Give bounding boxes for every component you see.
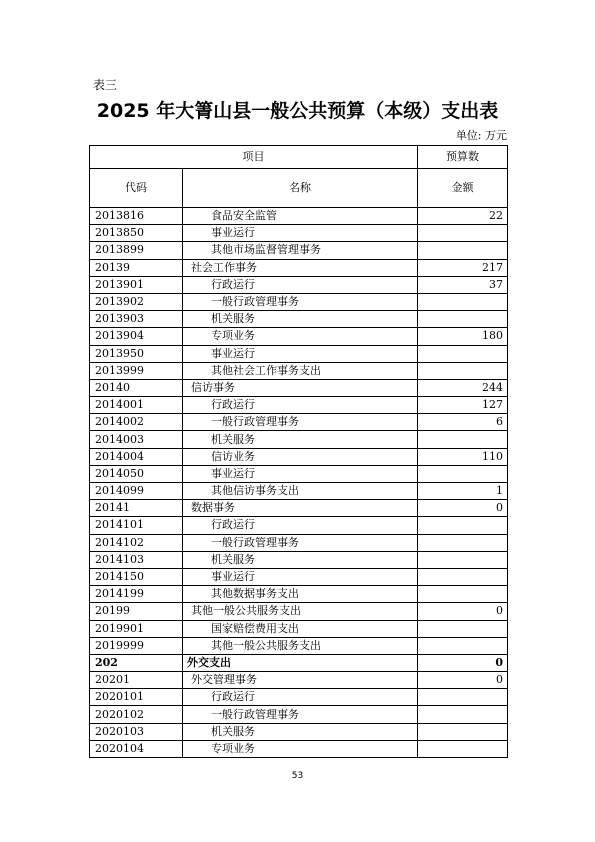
row-amount: 37 <box>418 276 508 293</box>
row-amount <box>418 723 508 740</box>
row-amount <box>418 293 508 310</box>
row-name: 行政运行 <box>183 397 418 414</box>
row-code: 2020103 <box>90 723 183 740</box>
table-row <box>90 414 508 431</box>
row-code: 2014101 <box>90 517 183 534</box>
row-code: 2020104 <box>90 740 183 757</box>
table-row <box>90 311 508 328</box>
table-row <box>90 293 508 310</box>
row-code: 2014002 <box>90 414 183 431</box>
row-code: 2020101 <box>90 689 183 706</box>
row-amount <box>418 311 508 328</box>
row-amount: 22 <box>418 208 508 225</box>
row-name: 信访业务 <box>183 448 418 465</box>
row-code: 202 <box>90 654 183 671</box>
row-amount <box>418 568 508 585</box>
row-code: 20140 <box>90 379 183 396</box>
budget-header: 预算数 <box>418 146 508 169</box>
table-row <box>90 706 508 723</box>
row-name: 其他信访事务支出 <box>183 483 418 500</box>
row-name: 其他市场监督管理事务 <box>183 242 418 259</box>
table-row <box>90 345 508 362</box>
row-name: 其他数据事务支出 <box>183 586 418 603</box>
row-code: 2014050 <box>90 465 183 482</box>
row-code: 2013950 <box>90 345 183 362</box>
row-amount <box>418 534 508 551</box>
row-amount <box>418 517 508 534</box>
row-name: 数据事务 <box>183 500 418 517</box>
table-row <box>90 225 508 242</box>
table-row <box>90 517 508 534</box>
row-amount: 1 <box>418 483 508 500</box>
row-amount: 180 <box>418 328 508 345</box>
row-code: 20141 <box>90 500 183 517</box>
row-code: 2014004 <box>90 448 183 465</box>
row-name: 其他社会工作事务支出 <box>183 362 418 379</box>
table-row <box>90 723 508 740</box>
code-header: 代码 <box>90 169 183 208</box>
row-name: 机关服务 <box>183 551 418 568</box>
row-amount <box>418 620 508 637</box>
table-row <box>90 654 508 671</box>
row-amount <box>418 242 508 259</box>
row-code: 2019999 <box>90 637 183 654</box>
table-row <box>90 534 508 551</box>
table-row <box>90 483 508 500</box>
row-amount <box>418 345 508 362</box>
row-code: 2013816 <box>90 208 183 225</box>
row-code: 2013899 <box>90 242 183 259</box>
row-code: 2014003 <box>90 431 183 448</box>
row-name: 机关服务 <box>183 723 418 740</box>
row-code: 2019901 <box>90 620 183 637</box>
row-name: 外交管理事务 <box>183 672 418 689</box>
row-code: 2014102 <box>90 534 183 551</box>
table-row <box>90 551 508 568</box>
row-code: 20201 <box>90 672 183 689</box>
table-row <box>90 328 508 345</box>
row-name: 行政运行 <box>183 276 418 293</box>
project-header: 项目 <box>90 146 418 169</box>
row-amount <box>418 551 508 568</box>
row-code: 20139 <box>90 259 183 276</box>
row-name: 食品安全监管 <box>183 208 418 225</box>
row-code: 20199 <box>90 603 183 620</box>
row-name: 专项业务 <box>183 740 418 757</box>
table-row <box>90 431 508 448</box>
row-name: 事业运行 <box>183 225 418 242</box>
table-header-row <box>90 146 508 169</box>
row-code: 2014150 <box>90 568 183 585</box>
row-code: 2020102 <box>90 706 183 723</box>
page-title: 2025 年大箐山县一般公共预算（本级）支出表 <box>96 100 499 122</box>
row-name: 专项业务 <box>183 328 418 345</box>
row-amount <box>418 740 508 757</box>
table-row <box>90 379 508 396</box>
row-name: 国家赔偿费用支出 <box>183 620 418 637</box>
row-code: 2013903 <box>90 311 183 328</box>
budget-table <box>89 145 508 758</box>
row-amount: 217 <box>418 259 508 276</box>
table-row <box>90 586 508 603</box>
row-code: 2013999 <box>90 362 183 379</box>
row-name: 事业运行 <box>183 345 418 362</box>
row-name: 事业运行 <box>183 568 418 585</box>
row-code: 2014199 <box>90 586 183 603</box>
table-row <box>90 242 508 259</box>
row-code: 2013904 <box>90 328 183 345</box>
row-code: 2013850 <box>90 225 183 242</box>
table-row <box>90 208 508 225</box>
row-code: 2013902 <box>90 293 183 310</box>
row-name: 社会工作事务 <box>183 259 418 276</box>
row-name: 一般行政管理事务 <box>183 706 418 723</box>
table-row <box>90 740 508 757</box>
row-amount: 127 <box>418 397 508 414</box>
row-amount <box>418 465 508 482</box>
row-amount <box>418 362 508 379</box>
table-row <box>90 276 508 293</box>
table-row <box>90 620 508 637</box>
row-amount <box>418 225 508 242</box>
table-row <box>90 603 508 620</box>
row-name: 行政运行 <box>183 517 418 534</box>
table-row <box>90 500 508 517</box>
row-name: 一般行政管理事务 <box>183 534 418 551</box>
amount-header: 金额 <box>418 169 508 208</box>
row-name: 信访事务 <box>183 379 418 396</box>
row-amount: 0 <box>418 654 508 671</box>
row-code: 2014103 <box>90 551 183 568</box>
table-row <box>90 397 508 414</box>
table-row <box>90 259 508 276</box>
row-name: 机关服务 <box>183 431 418 448</box>
row-amount <box>418 586 508 603</box>
table-row <box>90 362 508 379</box>
row-amount <box>418 431 508 448</box>
row-code: 2013901 <box>90 276 183 293</box>
row-name: 其他一般公共服务支出 <box>183 603 418 620</box>
row-amount: 244 <box>418 379 508 396</box>
row-amount: 6 <box>418 414 508 431</box>
table-number-label: 表三 <box>93 78 118 92</box>
row-amount: 0 <box>418 603 508 620</box>
table-row <box>90 689 508 706</box>
row-name: 行政运行 <box>183 689 418 706</box>
page-number: 53 <box>291 771 304 781</box>
table-body <box>90 208 508 758</box>
table-row <box>90 465 508 482</box>
row-name: 一般行政管理事务 <box>183 414 418 431</box>
row-name: 一般行政管理事务 <box>183 293 418 310</box>
row-code: 2014099 <box>90 483 183 500</box>
row-amount <box>418 689 508 706</box>
unit-label: 单位: 万元 <box>455 129 507 142</box>
table-row <box>90 568 508 585</box>
row-amount <box>418 637 508 654</box>
row-name: 机关服务 <box>183 311 418 328</box>
row-code: 2014001 <box>90 397 183 414</box>
row-amount: 0 <box>418 672 508 689</box>
table-row <box>90 672 508 689</box>
name-header: 名称 <box>183 169 418 208</box>
table-row <box>90 637 508 654</box>
row-amount <box>418 706 508 723</box>
table-subheader-row <box>90 169 508 208</box>
row-amount: 0 <box>418 500 508 517</box>
table-row <box>90 448 508 465</box>
row-name: 事业运行 <box>183 465 418 482</box>
row-name: 外交支出 <box>183 654 418 671</box>
row-amount: 110 <box>418 448 508 465</box>
row-name: 其他一般公共服务支出 <box>183 637 418 654</box>
